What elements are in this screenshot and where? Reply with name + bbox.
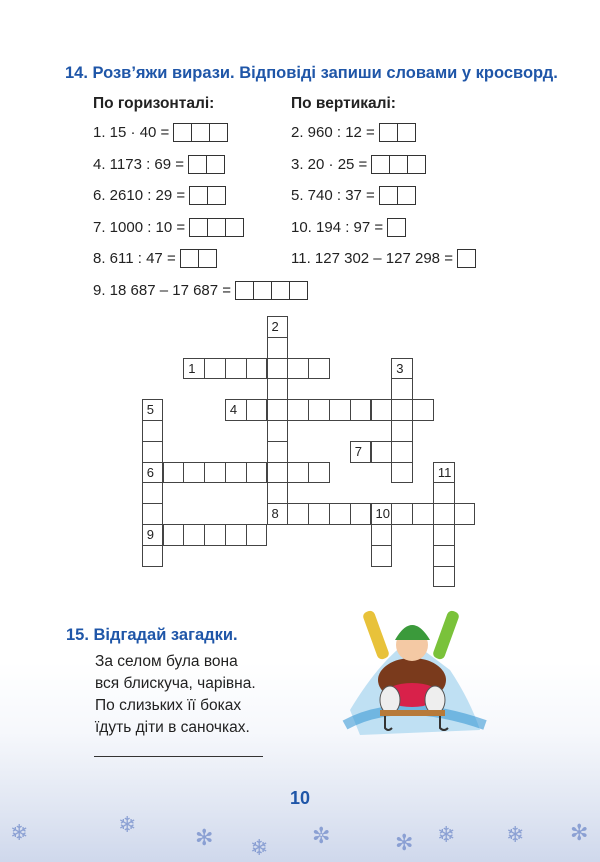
- answer-box[interactable]: [189, 156, 207, 173]
- crossword-cell[interactable]: [246, 524, 268, 546]
- crossword-cell[interactable]: [204, 524, 226, 546]
- snowflake-icon: ❄: [250, 835, 269, 860]
- answer-box[interactable]: [380, 187, 398, 204]
- crossword-cell[interactable]: [267, 399, 289, 421]
- crossword-cell[interactable]: [350, 399, 372, 421]
- answer-boxes[interactable]: [457, 249, 476, 268]
- clue-horizontal: [93, 185, 226, 205]
- crossword-cell[interactable]: [329, 399, 351, 421]
- answer-boxes[interactable]: [235, 281, 308, 300]
- snowflake-icon: ✻: [195, 825, 214, 850]
- crossword-cell[interactable]: [308, 358, 330, 380]
- task-15-title: 15. Відгадай загадки.: [66, 626, 238, 644]
- crossword-cell[interactable]: [142, 482, 164, 504]
- crossword-cell[interactable]: [142, 545, 164, 567]
- answer-boxes[interactable]: [387, 218, 406, 237]
- snowflake-icon: ❄: [10, 820, 29, 845]
- riddle-line: вся блискуча, чарівна.: [95, 675, 256, 692]
- crossword-cell[interactable]: [183, 462, 205, 484]
- snowflake-icon: ❄: [118, 812, 137, 837]
- answer-boxes[interactable]: [371, 155, 426, 174]
- crossword-cell[interactable]: [267, 482, 289, 504]
- clue-horizontal: [93, 217, 244, 237]
- answer-box[interactable]: [272, 282, 290, 299]
- crossword-cell[interactable]: [433, 524, 455, 546]
- answer-box[interactable]: [380, 124, 398, 141]
- crossword-cell[interactable]: [433, 503, 455, 525]
- crossword-cell[interactable]: [433, 545, 455, 567]
- crossword-cell[interactable]: [391, 462, 413, 484]
- crossword-cell[interactable]: [391, 441, 413, 463]
- vertical-heading: По вертикалі:: [291, 95, 396, 112]
- answer-box[interactable]: [398, 124, 415, 141]
- crossword-cell[interactable]: 7: [350, 441, 372, 463]
- clue-vertical: [291, 122, 416, 142]
- crossword-cell[interactable]: [454, 503, 476, 525]
- crossword-cell[interactable]: [246, 462, 268, 484]
- clue-expression: 6. 2610 : 29 =: [93, 186, 186, 204]
- answer-boxes[interactable]: [379, 123, 416, 142]
- crossword-cell[interactable]: [287, 462, 309, 484]
- clue-vertical: [291, 217, 406, 237]
- crossword-cell[interactable]: 4: [225, 399, 247, 421]
- answer-box[interactable]: [190, 219, 208, 236]
- clue-expression: 9. 18 687 – 17 687 =: [93, 281, 232, 299]
- crossword-cell[interactable]: [391, 378, 413, 400]
- clue-expression: 2. 960 : 12 =: [291, 123, 375, 141]
- crossword-cell[interactable]: [163, 524, 185, 546]
- answer-box[interactable]: [226, 219, 243, 236]
- clue-expression: 10. 194 : 97 =: [291, 218, 384, 236]
- riddle-line: За селом була вона: [95, 653, 238, 670]
- clue-expression: 1. 15 · 40 =: [93, 123, 170, 141]
- crossword-cell[interactable]: [267, 337, 289, 359]
- answer-boxes[interactable]: [188, 155, 225, 174]
- clue-vertical: [291, 154, 426, 174]
- clue-expression: 3. 20 · 25 =: [291, 155, 368, 173]
- snowflake-icon: ✻: [395, 830, 414, 855]
- answer-box[interactable]: [388, 219, 405, 236]
- answer-boxes[interactable]: [189, 186, 226, 205]
- answer-line[interactable]: [94, 756, 263, 757]
- clue-horizontal: [93, 154, 225, 174]
- crossword-cell[interactable]: [142, 420, 164, 442]
- clue-expression: 5. 740 : 37 =: [291, 186, 375, 204]
- answer-box[interactable]: [390, 156, 408, 173]
- crossword-cell[interactable]: [163, 462, 185, 484]
- crossword-cell[interactable]: [371, 545, 393, 567]
- crossword-cell[interactable]: 11: [433, 462, 455, 484]
- crossword-cell[interactable]: [225, 524, 247, 546]
- clue-expression: 8. 611 : 47 =: [93, 249, 176, 267]
- crossword-cell[interactable]: [204, 358, 226, 380]
- crossword-cell[interactable]: [308, 462, 330, 484]
- crossword-cell[interactable]: 1: [183, 358, 205, 380]
- crossword-cell[interactable]: [287, 358, 309, 380]
- crossword-cell[interactable]: [267, 420, 289, 442]
- crossword-cell[interactable]: [267, 462, 289, 484]
- answer-box[interactable]: [254, 282, 272, 299]
- answer-box[interactable]: [192, 124, 210, 141]
- crossword-cell[interactable]: 9: [142, 524, 164, 546]
- crossword-cell[interactable]: 2: [267, 316, 289, 338]
- clue-vertical: [291, 248, 476, 268]
- answer-box[interactable]: [408, 156, 425, 173]
- clue-horizontal: [93, 122, 228, 142]
- crossword-cell[interactable]: [308, 503, 330, 525]
- crossword-cell[interactable]: [287, 399, 309, 421]
- answer-box[interactable]: [207, 156, 224, 173]
- crossword-cell[interactable]: [267, 358, 289, 380]
- crossword-cell[interactable]: [391, 503, 413, 525]
- page-number: 10: [289, 788, 311, 808]
- answer-box[interactable]: [208, 219, 226, 236]
- answer-box[interactable]: [208, 187, 225, 204]
- clue-expression: 11. 127 302 – 127 298 =: [291, 249, 453, 267]
- crossword-cell[interactable]: [350, 503, 372, 525]
- crossword-cell[interactable]: [371, 399, 393, 421]
- snowflake-icon: ❄: [437, 822, 456, 847]
- riddle-line: По слизьких її боках: [95, 697, 242, 714]
- clue-expression: 4. 1173 : 69 =: [93, 155, 185, 173]
- crossword-cell[interactable]: [371, 524, 393, 546]
- crossword-cell[interactable]: 8: [267, 503, 289, 525]
- crossword-cell[interactable]: [287, 503, 309, 525]
- crossword-cell[interactable]: [329, 503, 351, 525]
- crossword-cell[interactable]: [391, 399, 413, 421]
- answer-boxes[interactable]: [189, 218, 244, 237]
- answer-box[interactable]: [174, 124, 192, 141]
- snowflake-icon: ✼: [312, 823, 331, 848]
- crossword-cell[interactable]: [433, 482, 455, 504]
- crossword-cell[interactable]: [204, 462, 226, 484]
- crossword-cell[interactable]: 3: [391, 358, 413, 380]
- crossword-cell[interactable]: 5: [142, 399, 164, 421]
- crossword-cell[interactable]: [267, 378, 289, 400]
- crossword-cell[interactable]: [225, 358, 247, 380]
- clue-expression: 7. 1000 : 10 =: [93, 218, 186, 236]
- answer-boxes[interactable]: [180, 249, 217, 268]
- task-14-title: 14. Розв’яжи вирази. Відповіді запиши словами у кросворд.: [65, 64, 558, 82]
- crossword-cell[interactable]: [246, 399, 268, 421]
- answer-box[interactable]: [458, 250, 475, 267]
- snowflake-icon: ✻: [570, 820, 589, 845]
- crossword-cell[interactable]: [308, 399, 330, 421]
- crossword-cell[interactable]: [246, 358, 268, 380]
- crossword-cell[interactable]: 10: [371, 503, 393, 525]
- clue-horizontal: [93, 248, 217, 268]
- answer-boxes[interactable]: [173, 123, 228, 142]
- answer-box[interactable]: [372, 156, 390, 173]
- answer-box[interactable]: [290, 282, 307, 299]
- crossword-cell[interactable]: [142, 441, 164, 463]
- clue-vertical: [291, 185, 416, 205]
- crossword-cell[interactable]: [433, 566, 455, 588]
- crossword-cell[interactable]: [225, 462, 247, 484]
- crossword-cell[interactable]: [142, 503, 164, 525]
- answer-boxes[interactable]: [379, 186, 416, 205]
- answer-box[interactable]: [236, 282, 254, 299]
- answer-box[interactable]: [199, 250, 216, 267]
- answer-box[interactable]: [210, 124, 227, 141]
- answer-box[interactable]: [181, 250, 199, 267]
- crossword-cell[interactable]: [267, 441, 289, 463]
- crossword-cell[interactable]: [371, 441, 393, 463]
- horizontal-heading: По горизонталі:: [93, 95, 215, 112]
- answer-box[interactable]: [190, 187, 208, 204]
- crossword-cell[interactable]: [412, 503, 434, 525]
- crossword-cell[interactable]: [391, 420, 413, 442]
- answer-box[interactable]: [398, 187, 415, 204]
- crossword-cell[interactable]: 6: [142, 462, 164, 484]
- child-on-sled-illustration: [340, 600, 490, 740]
- crossword-cell[interactable]: [412, 399, 434, 421]
- riddle-line: їдуть діти в саночках.: [95, 719, 250, 736]
- crossword-cell[interactable]: [183, 524, 205, 546]
- riddle-text: [95, 651, 256, 739]
- snowflake-icon: ❄: [506, 822, 525, 847]
- clue-horizontal: [93, 280, 308, 300]
